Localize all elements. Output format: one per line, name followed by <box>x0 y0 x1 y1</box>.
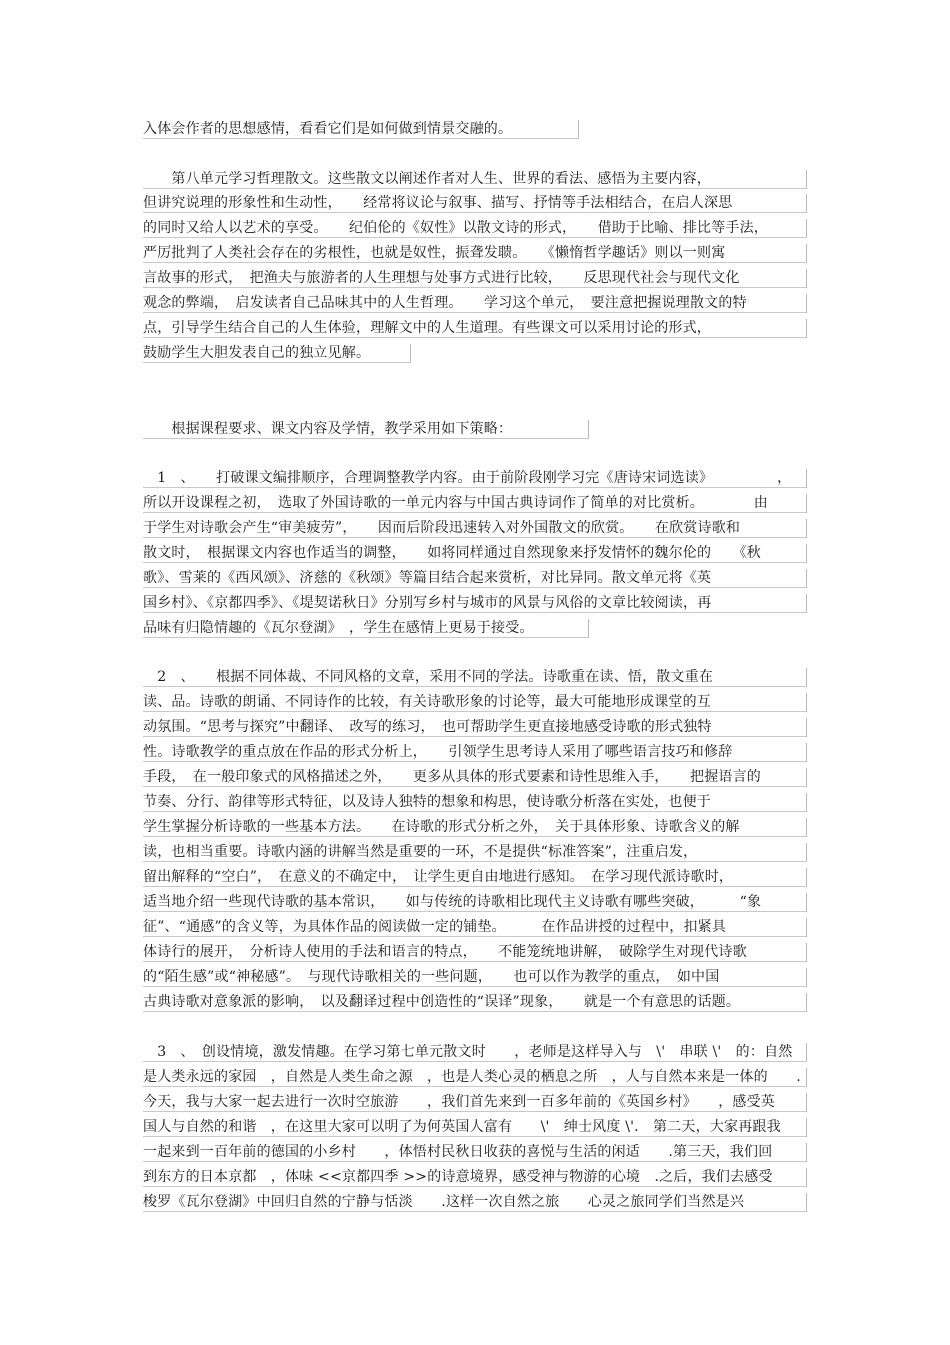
text-line: 所以开设课程之初， 选取了外国诗歌的一单元内容与中国古典诗词作了简单的对比赏析。 由 <box>143 494 807 513</box>
text-line: 国乡村》、《京都四季》、《堤契诺秋日》分别写乡村与城市的风景与风俗的文章比较阅读，再 <box>143 594 807 613</box>
text-line: 性。诗歌教学的重点放在作品的形式分析上， 引领学生思考诗人采用了哪些语言技巧和修辞 <box>143 743 807 762</box>
text-line: 征”、“通感”的含义等，为具体作品的阅读做一定的铺垫。 在作品讲授的过程中，扣紧具 <box>143 918 807 937</box>
text-line: 1 、 打破课文编排顺序，合理调整教学内容。由于前阶段刚学习完《唐诗宋词选读》 ， <box>143 469 807 488</box>
text-line: 读、品。诗歌的朗诵、不同诗作的比较，有关诗歌形象的讨论等，最大可能地形成课堂的互 <box>143 693 807 712</box>
text-line: 但讲究说理的形象性和生动性， 经常将议论与叙事、描写、抒情等手法相结合，在启人深思 <box>143 194 807 213</box>
text-line: 品味有归隐情趣的《瓦尔登湖》 ，学生在感情上更易于接受。 <box>143 619 589 638</box>
text-line: 的同时又给人以艺术的享受。 纪伯伦的《奴性》以散文诗的形式， 借助于比喻、排比等手法， <box>143 219 807 238</box>
text-line: 今天，我与大家一起去进行一次时空旅游 ，我们首先来到一百多年前的《英国乡村》 ，感受英 <box>143 1093 807 1112</box>
text-line: 学生掌握分析诗歌的一些基本方法。 在诗歌的形式分析之外， 关于具体形象、诗歌含义的解 <box>143 818 807 837</box>
text-line: 歌》、雪莱的《西风颂》、济慈的《秋颂》等篇目结合起来赏析，对比异同。散文单元将《英 <box>143 569 807 588</box>
text-line: 节奏、分行、韵律等形式特征，以及诗人独特的想象和构思，使诗歌分析落在实处，也便于 <box>143 793 807 812</box>
text-line: 留出解释的“空白”， 在意义的不确定中， 让学生更自由地进行感知。 在学习现代派诗歌时， <box>143 868 807 887</box>
text-line: 2 、 根据不同体裁、不同风格的文章，采用不同的学法。诗歌重在读、悟，散文重在 <box>143 668 807 687</box>
text-line: 体诗行的展开， 分析诗人使用的手法和语言的特点， 不能笼统地讲解， 破除学生对现代诗歌 <box>143 943 807 962</box>
text-line: 根据课程要求、课文内容及学情，教学采用如下策略： <box>143 420 589 439</box>
text-line: 散文时， 根据课文内容也作适当的调整， 如将同样通过自然现象来抒发情怀的魏尔伦的 《秋 <box>143 544 807 563</box>
text-line: 3 、 创设情境，激发情趣。在学习第七单元散文时 ，老师是这样导入与 \' 串联 \' 的：自然 <box>143 1043 807 1062</box>
text-line: 古典诗歌对意象派的影响， 以及翻译过程中创造性的“误译”现象， 就是一个有意思的话题。 <box>143 993 807 1012</box>
text-line: 国人与自然的和谐 ，在这里大家可以明了为何英国人富有 \' 绅士风度 \'. 第二天，大家再跟我 <box>143 1118 807 1137</box>
text-line: 第八单元学习哲理散文。这些散文以阐述作者对人生、世界的看法、感悟为主要内容， <box>143 170 807 189</box>
text-line: 入体会作者的思想感情，看看它们是如何做到情景交融的。 <box>143 120 579 139</box>
text-line: 言故事的形式， 把渔夫与旅游者的人生理想与处事方式进行比较， 反思现代社会与现代文化 <box>143 269 807 288</box>
text-line: 一起来到一百年前的德国的小乡村 ，体悟村民秋日收获的喜悦与生活的闲适 .第三天，我们回 <box>143 1143 807 1162</box>
text-line: 的“陌生感”或“神秘感”。 与现代诗歌相关的一些问题， 也可以作为教学的重点， 如中国 <box>143 968 807 987</box>
text-line: 手段， 在一般印象式的风格描述之外， 更多从具体的形式要素和诗性思维入手， 把握语言的 <box>143 768 807 787</box>
text-line: 动氛围。“思考与探究”中翻译、 改写的练习， 也可帮助学生更直接地感受诗歌的形式独特 <box>143 718 807 737</box>
text-line: 读，也相当重要。诗歌内涵的讲解当然是重要的一环，不是提供“标准答案”，注重启发， <box>143 843 807 862</box>
text-line: 观念的弊端， 启发读者自己品味其中的人生哲理。 学习这个单元， 要注意把握说理散文的特 <box>143 294 807 313</box>
text-line: 点，引导学生结合自己的人生体验，理解文中的人生道理。有些课文可以采用讨论的形式， <box>143 319 807 338</box>
text-line: 于学生对诗歌会产生“审美疲劳”， 因而后阶段迅速转入对外国散文的欣赏。 在欣赏诗歌和 <box>143 519 807 538</box>
text-line: 是人类永远的家园 ，自然是人类生命之源 ，也是人类心灵的栖息之所 ，人与自然本来是一体的 . <box>143 1068 807 1087</box>
text-line: 到东方的日本京都 ，体味 <<京都四季 >>的诗意境界，感受神与物游的心境 .之后，我们去感受 <box>143 1168 807 1187</box>
text-line: 鼓励学生大胆发表自己的独立见解。 <box>143 344 411 363</box>
text-line: 适当地介绍一些现代诗歌的基本常识， 如与传统的诗歌相比现代主义诗歌有哪些突破， “象 <box>143 893 807 912</box>
text-line: 梭罗《瓦尔登湖》中回归自然的宁静与恬淡 .这样一次自然之旅 心灵之旅同学们当然是兴 <box>143 1193 807 1212</box>
text-line: 严厉批判了人类社会存在的劣根性，也就是奴性，振聋发聩。 《懒惰哲学趣话》则以一则寓 <box>143 244 807 263</box>
